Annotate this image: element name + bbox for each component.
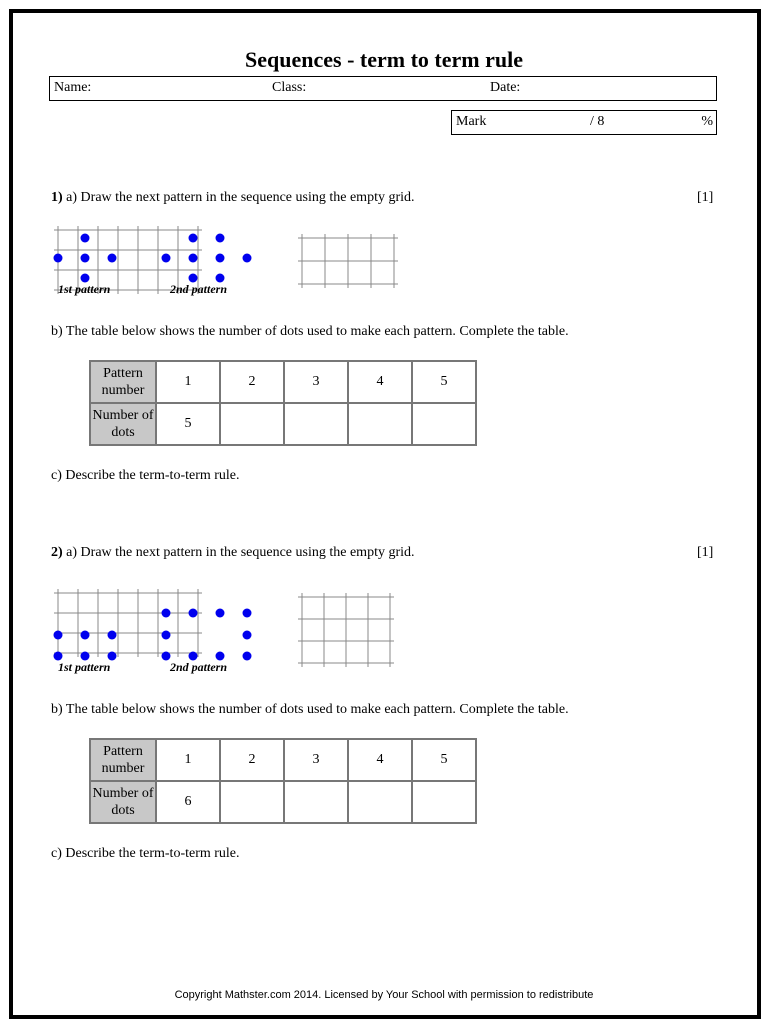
q2-table-header-dots: Number of dots (90, 781, 156, 823)
q1-pattern1-dot (108, 254, 117, 263)
q1-pattern2-label: 2nd pattern (170, 282, 228, 296)
q2-pattern1-dot (54, 631, 63, 640)
q1-table-dots-cell[interactable] (412, 403, 476, 445)
date-label: Date: (490, 80, 521, 95)
q1-pattern1-dot (54, 254, 63, 263)
q2-table-pattern-cell: 4 (348, 739, 412, 781)
q1-part-a: 1) a) Draw the next pattern in the sequence using the empty grid. (51, 190, 415, 205)
q1-pattern1-dot (81, 234, 90, 243)
q2-table-pattern-cell: 3 (284, 739, 348, 781)
q2-table-pattern-cell: 5 (412, 739, 476, 781)
q2-table-pattern-cell: 1 (156, 739, 220, 781)
q2-part-a: 2) a) Draw the next pattern in the sequence using the empty grid. (51, 545, 415, 560)
q2-pattern1-dot (81, 631, 90, 640)
q1-table-dots-cell[interactable] (348, 403, 412, 445)
q1-table-pattern-cell: 4 (348, 361, 412, 403)
name-label: Name: (54, 80, 92, 95)
q1-table-dots-cell: 5 (156, 403, 220, 445)
q1-pattern2-dot (243, 254, 252, 263)
class-label: Class: (272, 80, 307, 95)
q1-table-pattern-cell: 5 (412, 361, 476, 403)
worksheet-title: Sequences - term to term rule (245, 47, 523, 72)
q1-table-dots-cell[interactable] (284, 403, 348, 445)
q1-pattern2-dot (216, 234, 225, 243)
q2-table (89, 738, 477, 824)
q1-part-b: b) The table below shows the number of dots used to make each pattern. Complete the table. (51, 324, 569, 339)
q2-marks: [1] (697, 545, 714, 560)
mark-percent: % (701, 114, 713, 129)
q1-pattern2-dot (162, 254, 171, 263)
q2-pattern2-dot (243, 652, 252, 661)
q2-pattern1-dot (108, 631, 117, 640)
q1-pattern2-dot (189, 234, 198, 243)
q2-pattern2-dot (162, 609, 171, 618)
q1-table-pattern-cell: 1 (156, 361, 220, 403)
q2-table-dots-cell[interactable] (412, 781, 476, 823)
q2-part-b: b) The table below shows the number of dots used to make each pattern. Complete the table. (51, 702, 569, 717)
q2-pattern2-dot (216, 609, 225, 618)
q2-pattern2-dot (243, 609, 252, 618)
q1-table-header-dots: Number of dots (90, 403, 156, 445)
q2-table-pattern-cell: 2 (220, 739, 284, 781)
q1-table (89, 360, 477, 446)
q1-table-pattern-cell: 2 (220, 361, 284, 403)
q1-table-pattern-cell: 3 (284, 361, 348, 403)
q1-table-header-pattern: Pattern number (90, 361, 156, 403)
q1-pattern2-dot (189, 254, 198, 263)
q2-table-dots-cell[interactable] (348, 781, 412, 823)
mark-label: Mark (456, 114, 487, 129)
mark-out-of: / 8 (590, 114, 605, 129)
q2-pattern2-label: 2nd pattern (170, 660, 228, 674)
q2-table-dots-cell: 6 (156, 781, 220, 823)
q2-pattern2-dot (189, 609, 198, 618)
q2-part-c: c) Describe the term-to-term rule. (51, 846, 240, 861)
q1-pattern1-dot (81, 254, 90, 263)
q2-table-dots-cell[interactable] (220, 781, 284, 823)
q1-table-dots-cell[interactable] (220, 403, 284, 445)
q1-pattern2-dot (216, 254, 225, 263)
q1-marks: [1] (697, 190, 714, 205)
q1-pattern1-label: 1st pattern (58, 282, 111, 296)
copyright-footer: Copyright Mathster.com 2014. Licensed by Your School with permission to redistribute (174, 989, 594, 1001)
q2-table-header-pattern: Pattern number (90, 739, 156, 781)
q2-pattern1-label: 1st pattern (58, 660, 111, 674)
q2-pattern2-dot (243, 631, 252, 640)
q1-part-c: c) Describe the term-to-term rule. (51, 468, 240, 483)
q2-pattern2-dot (162, 631, 171, 640)
q2-table-dots-cell[interactable] (284, 781, 348, 823)
